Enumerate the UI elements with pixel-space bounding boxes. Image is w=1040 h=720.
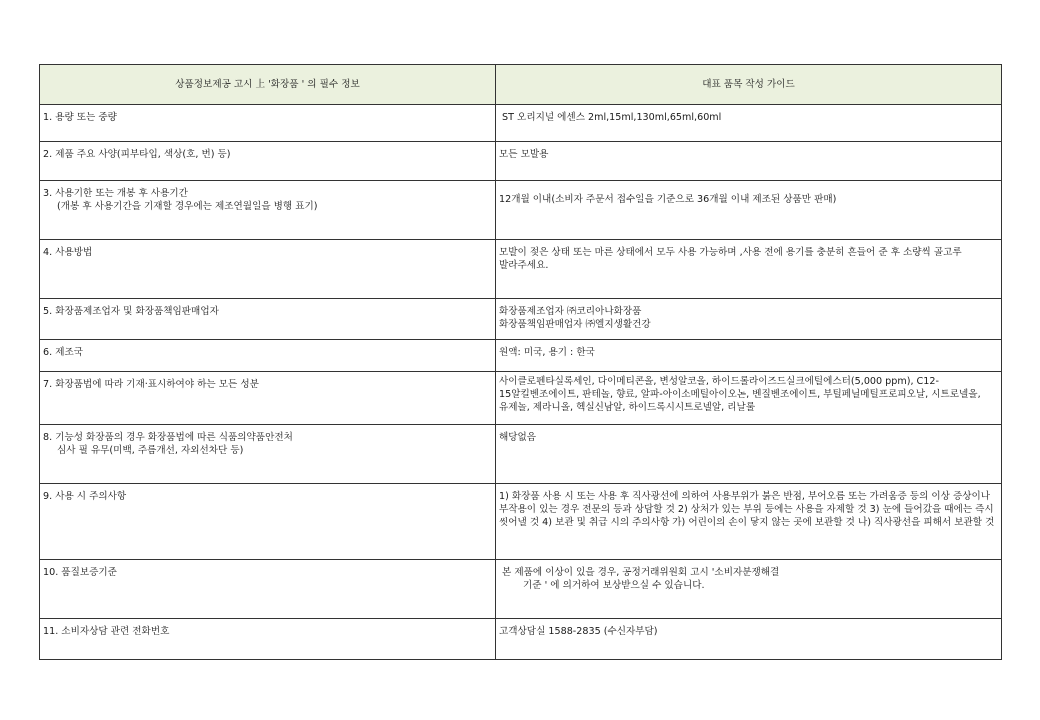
row-label: 2. 제품 주요 사양(피부타입, 색상(호, 번) 등) — [40, 142, 496, 181]
row-value: ST 오리지널 에센스 2ml,15ml,130ml,65ml,60ml — [496, 105, 1002, 142]
table-row — [40, 240, 1002, 299]
row-value: 본 제품에 이상이 있을 경우, 공정거래위원회 고시 '소비자분쟁해결 — [499, 567, 780, 578]
row-value: 1) 화장품 사용 시 또는 사용 후 직사광선에 의하여 사용부위가 붉은 반점, 부어오름 또는 가려움증 등의 이상 증상이나 부작용이 있는 경우 전문의 등과 상담할 것 2) 상처가 있는 부위 등에는 사용을 자제할 것 3) 눈에 들어갔을 때에는 즉시 씻어낼 것 4) 보관 및 취급 시의 주의사항 가) 어린이의 손이 닿지 않는 곳에 보관할 것 나) 직사광선을 피해서 보관할 것 — [496, 484, 1002, 560]
row-value-cell — [496, 299, 1002, 340]
row-label-cell — [40, 181, 496, 240]
row-value: 해당없음 — [496, 425, 1002, 484]
header-required-info: 상품정보제공 고시 上 '화장품 ' 의 필수 정보 — [40, 65, 496, 105]
row-label: 7. 화장품법에 따라 기재·표시하여야 하는 모든 성분 — [40, 372, 496, 425]
row-label: 4. 사용방법 — [40, 240, 496, 299]
row-label: 9. 사용 시 주의사항 — [40, 484, 496, 560]
row-label: 10. 품질보증기준 — [40, 560, 496, 619]
table-row — [40, 484, 1002, 560]
row-label-sub: 심사 필 유무(미백, 주름개선, 자외선차단 등) — [57, 445, 244, 456]
table-row — [40, 372, 1002, 425]
row-value-cell — [496, 560, 1002, 619]
row-label: 8. 기능성 화장품의 경우 화장품법에 따른 식품의약품안전처 — [43, 432, 293, 443]
table-row — [40, 105, 1002, 142]
table-row — [40, 181, 1002, 240]
row-label: 1. 용량 또는 중량 — [40, 105, 496, 142]
row-label: 6. 제조국 — [40, 340, 496, 372]
product-info-table — [39, 64, 1002, 660]
table-row — [40, 340, 1002, 372]
row-value: 12개월 이내(소비자 주문서 접수일을 기준으로 36개월 이내 제조된 상품만 판매) — [496, 181, 1002, 240]
table-row — [40, 425, 1002, 484]
row-value-line2: 화장품책임판매업자 ㈜엘지생활건강 — [499, 319, 651, 330]
table-row — [40, 142, 1002, 181]
row-label: 5. 화장품제조업자 및 화장품책임판매업자 — [40, 299, 496, 340]
row-label: 11. 소비자상담 관련 전화번호 — [40, 619, 496, 660]
row-value: 화장품제조업자 ㈜코리아나화장품 — [499, 306, 642, 317]
row-label-cell — [40, 425, 496, 484]
header-writing-guide: 대표 품목 작성 가이드 — [496, 65, 1002, 105]
row-value: 모든 모발용 — [496, 142, 1002, 181]
table-header-row — [40, 65, 1002, 105]
row-label-sub: (개봉 후 사용기간을 기재할 경우에는 제조연월일을 병행 표기) — [57, 201, 318, 212]
table-row — [40, 299, 1002, 340]
row-value: 사이클로펜타실록세인, 다이메티콘올, 변성알코올, 하이드롤라이즈드실크에틸에스터(5,000 ppm), C12-15알킬벤조에이트, 판테놀, 향료, 알파-아이소메틸아이오논, 벤질벤조에이트, 부틸페닐메틸프로피오날, 시트로넬올, 유제놀, 제라니올, 헥실신남알, 하이드록시시트로넬알, 리날룰 — [496, 372, 1002, 425]
row-value-line2: 기준 ' 에 의거하여 보상받으실 수 있습니다. — [523, 580, 705, 591]
row-value: 고객상담실 1588-2835 (수신자부담) — [496, 619, 1002, 660]
row-value: 모발이 젖은 상태 또는 마른 상태에서 모두 사용 가능하며 ,사용 전에 용기를 충분히 흔들어 준 후 소량씩 골고루 발라주세요. — [496, 240, 1002, 299]
table-row — [40, 560, 1002, 619]
table-row — [40, 619, 1002, 660]
row-value: 원액: 미국, 용기 : 한국 — [496, 340, 1002, 372]
row-label: 3. 사용기한 또는 개봉 후 사용기간 — [43, 188, 188, 199]
